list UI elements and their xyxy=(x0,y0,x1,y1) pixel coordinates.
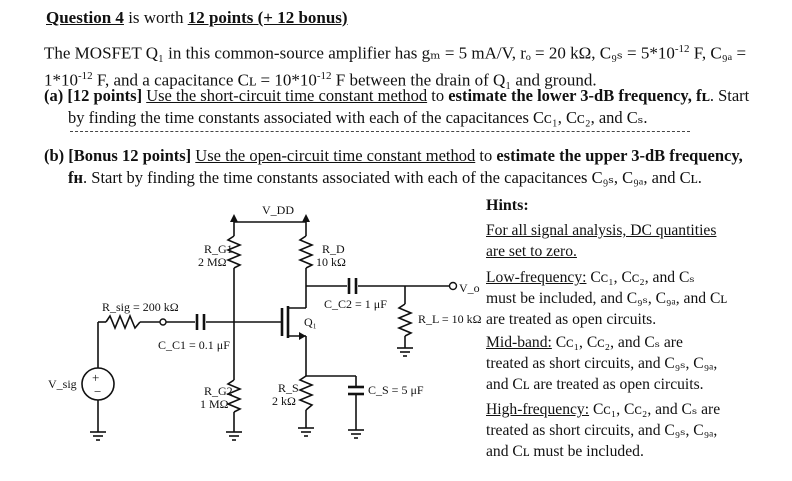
hint-text: Cᴄ₁, Cᴄ₂, and Cₛ are xyxy=(551,334,683,351)
part-a-text: . Start xyxy=(709,86,750,105)
part-a-text: to xyxy=(427,86,449,105)
vdd-arrow-right xyxy=(302,214,310,222)
q1-label: Q₁ xyxy=(304,315,317,329)
rs-resistor xyxy=(300,376,312,410)
hint-line xyxy=(486,267,727,288)
part-a-label: (a) [12 points] xyxy=(44,86,147,105)
source-arrow xyxy=(299,332,306,340)
part-b-goal: estimate the upper 3-dB frequency, xyxy=(496,146,743,165)
problem-text: F between the drain of Q₁ and ground. xyxy=(331,70,597,90)
hint-line: must be included, and C₉ₛ, C₉ₐ, and Cʟ xyxy=(486,290,728,307)
hint-text: Cᴄ₁, Cᴄ₂, and Cₛ xyxy=(586,269,695,286)
hint-line: treated as short circuits, and C₉ₛ, C₉ₐ, xyxy=(486,422,718,439)
exponent: -12 xyxy=(316,69,332,82)
part-b-text: . Start by finding the time constants associated with each of the capacitances C₉ₛ, C₉ₐ, and Cʟ. xyxy=(83,168,702,187)
hint-low-frequency xyxy=(486,267,727,330)
hint-line: are treated as open circuits. xyxy=(486,311,657,328)
part-a-goal: estimate the lower 3-dB frequency, fʟ xyxy=(448,86,710,105)
problem-text: The MOSFET Q₁ in this common-source amplifier has gₘ = 5 mA/V, rₒ = 20 kΩ, C₉ₛ = 5*10 xyxy=(44,43,675,63)
vdd-label: V_DD xyxy=(262,203,294,217)
rl-label: R_L = 10 kΩ xyxy=(418,312,482,326)
plus-sign: + xyxy=(92,370,100,385)
part-a-line-2: by finding the time constants associated with each of the capacitances Cᴄ₁, Cᴄ₂, and Cₛ. xyxy=(68,108,648,127)
problem-text: F, and a capacitance Cʟ = 10*10 xyxy=(92,70,317,90)
exponent: -12 xyxy=(78,69,93,82)
rg1-value: 2 MΩ xyxy=(198,255,227,269)
hint-heading: Low-frequency: xyxy=(486,269,587,286)
question-mid: is worth xyxy=(123,8,188,27)
exponent: -12 xyxy=(674,43,690,55)
vsig-label: V_sig xyxy=(48,377,77,391)
hint-line xyxy=(486,399,720,420)
problem-text: F, C₉ₐ = xyxy=(689,43,747,63)
hints-title: Hints: xyxy=(486,197,529,214)
part-b-fh: fʜ xyxy=(68,168,84,187)
problem-text: 1*10 xyxy=(44,70,78,90)
minus-sign: − xyxy=(94,384,102,399)
rg1-name: R_G1 xyxy=(204,242,233,256)
rs-value: 2 kΩ xyxy=(272,394,296,408)
rd-resistor xyxy=(300,236,312,268)
part-b-label: (b) [Bonus 12 points] xyxy=(44,146,196,165)
hint-dc xyxy=(486,220,716,262)
hint-text: Cᴄ₁, Cᴄ₂, and Cₛ are xyxy=(589,401,721,418)
cs-label: C_S = 5 μF xyxy=(368,383,424,397)
rl-resistor xyxy=(399,304,411,336)
rsig-resistor xyxy=(106,316,140,328)
hint-line: treated as short circuits, and C₉ₛ, C₉ₐ, xyxy=(486,355,718,372)
hint-heading: High-frequency: xyxy=(486,401,590,418)
part-b-method: Use the open-circuit time constant method xyxy=(195,146,476,165)
hint-line xyxy=(486,332,717,353)
cc1-label: C_C1 = 0.1 μF xyxy=(158,338,230,352)
hint-line: are set to zero. xyxy=(486,243,577,260)
cc2-label: C_C2 = 1 μF xyxy=(324,297,387,311)
hint-line: and Cʟ must be included. xyxy=(486,443,644,460)
vo-label: V_o xyxy=(459,281,480,295)
rsig-label: R_sig = 200 kΩ xyxy=(102,300,179,314)
hint-high-frequency xyxy=(486,399,720,462)
vdd-arrow-left xyxy=(230,214,238,222)
hint-line: and Cʟ are treated as open circuits. xyxy=(486,376,704,393)
hint-line: For all signal analysis, DC quantities xyxy=(486,222,717,239)
node xyxy=(160,319,166,325)
vo-terminal xyxy=(450,283,457,290)
question-label: Question 4 xyxy=(46,8,124,27)
hint-heading: Mid-band: xyxy=(486,334,552,351)
rd-name: R_D xyxy=(322,242,345,256)
part-b-text: to xyxy=(475,146,497,165)
rs-name: R_S xyxy=(278,381,299,395)
rg2-value: 1 MΩ xyxy=(200,397,229,411)
rd-value: 10 kΩ xyxy=(316,255,346,269)
question-points: 12 points (+ 12 bonus) xyxy=(187,8,348,27)
hint-mid-band xyxy=(486,332,717,395)
rg2-name: R_G2 xyxy=(204,384,233,398)
part-a-method: Use the short-circuit time constant method xyxy=(146,86,428,105)
